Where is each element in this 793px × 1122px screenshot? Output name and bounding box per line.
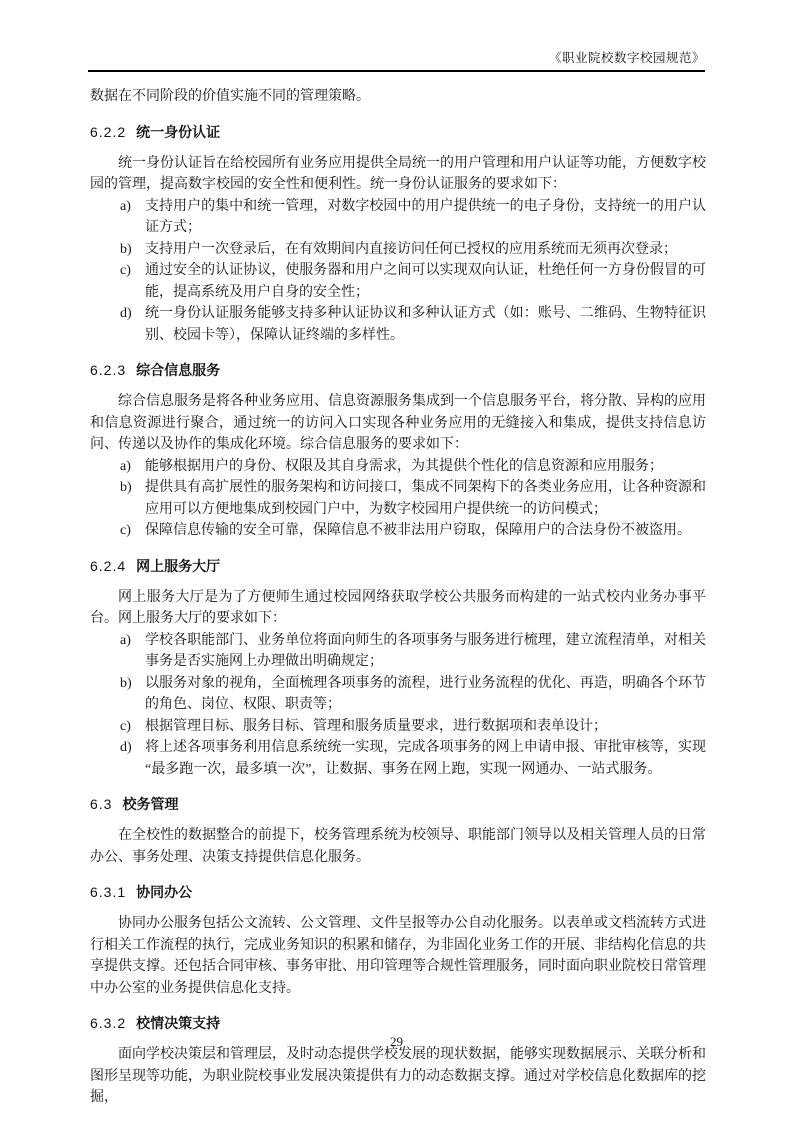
section-title: 统一身份认证	[136, 123, 221, 140]
section-number: 6.3.2	[90, 1015, 127, 1031]
section-number: 6.2.2	[90, 123, 127, 140]
list-item	[90, 260, 706, 303]
list-item	[90, 673, 706, 716]
section-heading-6-3-2	[90, 1013, 706, 1035]
list-item-label: a)	[120, 458, 131, 474]
section-heading-6-2-2	[90, 122, 706, 144]
section-heading-6-2-4	[90, 556, 706, 578]
list-item	[90, 239, 706, 261]
requirement-list	[90, 196, 706, 347]
section-heading-6-3	[90, 794, 706, 816]
section-number: 6.2.3	[90, 362, 127, 378]
list-item-text: 将上述各项事务利用信息系统统一实现，完成各项事务的网上申请申报、审批审核等，实现“最多跑一次，最多填一次”，让数据、事务在网上跑，实现一网通办、一站式服务。	[145, 740, 706, 777]
list-item-label: a)	[120, 198, 131, 214]
list-item-label: d)	[120, 306, 132, 321]
page-number: 29	[390, 1034, 403, 1049]
page-header	[88, 48, 705, 66]
paragraph: 面向学校决策层和管理层，及时动态提供学校发展的现状数据，能够实现数据展示、关联分析和图形呈现等功能，为职业院校事业发展决策提供有力的动态数据支撑。通过对学校信息化数据库的挖掘，	[90, 1047, 706, 1105]
list-item-text: 通过安全的认证协议，使服务器和用户之间可以实现双向认证，杜绝任何一方身份假冒的可能，提高系统及用户自身的安全性；	[145, 263, 706, 300]
list-item	[90, 630, 706, 673]
document-body	[90, 86, 706, 1109]
list-item	[90, 716, 706, 738]
paragraph-continuation: 数据在不同阶段的价值实施不同的管理策略。	[90, 89, 370, 104]
list-item	[90, 196, 706, 239]
section-number: 6.3	[90, 796, 113, 812]
section-title: 综合信息服务	[136, 362, 221, 378]
section-title: 校务管理	[122, 796, 179, 812]
section-title: 校情决策支持	[136, 1015, 221, 1031]
list-item	[90, 520, 706, 542]
list-item-text: 能够根据用户的身份、权限及其自身需求，为其提供个性化的信息资源和应用服务；	[145, 458, 663, 474]
list-item-text: 学校各职能部门、业务单位将面向师生的各项事务与服务进行梳理，建立流程清单，对相关事务是否实施网上办理做出明确规定；	[145, 632, 706, 669]
paragraph: 综合信息服务是将各种业务应用、信息资源服务集成到一个信息服务平台，将分散、异构的应用和信息资源进行聚合，通过统一的访问入口实现各种业务应用的无缝接入和集成，提供支持信息访问、传递以及协作的集成化环境。综合信息服务的要求如下：	[90, 394, 706, 452]
section-heading-6-3-1	[90, 882, 706, 904]
page-footer	[0, 1034, 793, 1050]
list-item-label: d)	[120, 740, 132, 755]
list-item-label: b)	[120, 241, 132, 257]
list-item-label: c)	[120, 718, 131, 734]
requirement-list	[90, 630, 706, 781]
list-item-text: 根据管理目标、服务目标、管理和服务质量要求，进行数据项和表单设计；	[145, 718, 607, 734]
section-title: 网上服务大厅	[136, 557, 221, 574]
section-number: 6.2.4	[90, 557, 127, 574]
list-item-text: 支持用户一次登录后，在有效期间内直接访问任何已授权的应用系统而无须再次登录；	[145, 241, 677, 257]
list-item-label: a)	[120, 632, 131, 648]
list-item-label: c)	[120, 523, 131, 538]
section-title: 协同办公	[136, 884, 193, 900]
list-item	[90, 477, 706, 520]
paragraph: 网上服务大厅是为了方便师生通过校园网络获取学校公共服务而构建的一站式校内业务办事平台。网上服务大厅的要求如下：	[90, 589, 706, 626]
list-item-text: 统一身份认证服务能够支持多种认证协议和多种认证方式（如：账号、二维码、生物特征识别、校园卡等），保障认证终端的多样性。	[145, 306, 706, 343]
list-item	[90, 737, 706, 780]
paragraph: 协同办公服务包括公文流转、公文管理、文件呈报等办公自动化服务。以表单或文档流转方式进行相关工作流程的执行，完成业务知识的积累和储存，为非固化业务工作的开展、非结构化信息的共享提供支撑。还包括合同审核、事务审批、用印管理等合规性管理服务，同时面向职业院校日常管理中办公室的业务提供信息化支持。	[90, 916, 706, 996]
list-item-text: 提供具有高扩展性的服务架构和访问接口，集成不同架构下的各类业务应用，让各种资源和应用可以方便地集成到校园门户中，为数字校园用户提供统一的访问模式；	[145, 480, 706, 517]
list-item-label: b)	[120, 480, 132, 495]
list-item-text: 支持用户的集中和统一管理，对数字校园中的用户提供统一的电子身份，支持统一的用户认证方式；	[145, 198, 706, 235]
section-heading-6-2-3	[90, 360, 706, 382]
list-item	[90, 456, 706, 478]
list-item-label: c)	[120, 263, 131, 278]
header-rule	[88, 70, 705, 72]
requirement-list	[90, 456, 706, 542]
list-item-text: 保障信息传输的安全可靠，保障信息不被非法用户窃取，保障用户的合法身份不被盗用。	[145, 523, 691, 538]
list-item-label: b)	[120, 675, 132, 691]
section-number: 6.3.1	[90, 884, 127, 900]
list-item	[90, 303, 706, 346]
paragraph: 统一身份认证旨在给校园所有业务应用提供全局统一的用户管理和用户认证等功能，方便数字校园的管理，提高数字校园的安全性和便利性。统一身份认证服务的要求如下：	[90, 155, 706, 192]
paragraph: 在全校性的数据整合的前提下，校务管理系统为校领导、职能部门领导以及相关管理人员的日常办公、事务处理、决策支持提供信息化服务。	[90, 828, 706, 865]
list-item-text: 以服务对象的视角，全面梳理各项事务的流程，进行业务流程的优化、再造，明确各个环节的角色、岗位、权限、职责等；	[145, 675, 706, 712]
document-title: 《职业院校数字校园规范》	[548, 51, 705, 65]
